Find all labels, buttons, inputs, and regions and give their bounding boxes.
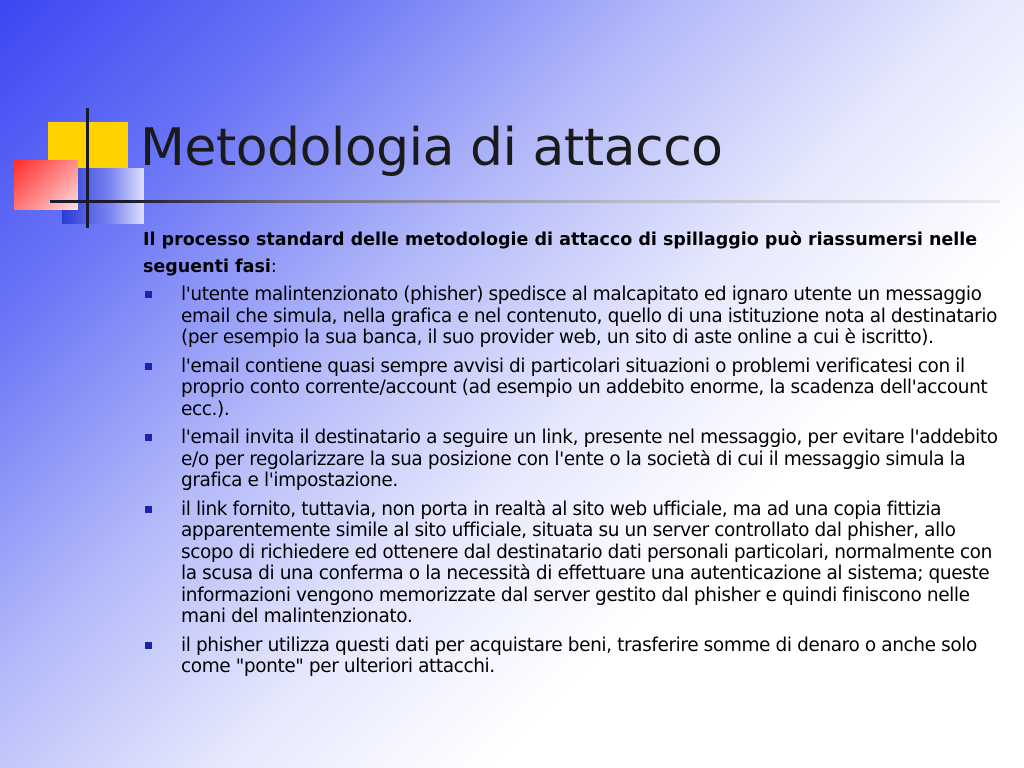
- square-bullet-icon: [145, 642, 152, 649]
- bullet-item: [143, 284, 1003, 349]
- bullet-text: il link fornito, tuttavia, non porta in realtà al sito web ufficiale, ma ad una copia fittizia apparentemente simile al sito ufficiale, situata su un server controllato dal phisher, allo scopo di richiedere ed ottenere dal destinatario dati personali particolari, normalmente con la scusa di una conferma o la necessità di effettuare una autenticazione al sistema; queste informazioni vengono memorizzate dal server gestito dal phisher e quindi finiscono nelle mani del malintenzionato.: [181, 498, 992, 627]
- decorative-logo: [0, 0, 150, 240]
- slide-content: [143, 227, 1003, 685]
- slide-title: Metodologia di attacco: [140, 118, 723, 178]
- intro-paragraph: [143, 227, 1003, 281]
- bullet-item: [143, 499, 1003, 628]
- square-bullet-icon: [145, 291, 152, 298]
- square-bullet-icon: [145, 506, 152, 513]
- vertical-line-decoration: [86, 108, 89, 228]
- bullet-text: l'email invita il destinatario a seguire un link, presente nel messaggio, per evitare l'addebito e/o per regolarizzare la sua posizione con l'ente o la società di cui il messaggio simula la grafica e l'impostazione.: [181, 427, 998, 491]
- title-underline-divider: [50, 200, 1000, 203]
- bullet-item: [143, 635, 1003, 678]
- intro-bold-text: Il processo standard delle metodologie di attacco di spillaggio può riassumersi nelle seguenti fasi: [143, 230, 978, 277]
- square-bullet-icon: [145, 363, 152, 370]
- bullet-list: [143, 284, 1003, 678]
- square-bullet-icon: [145, 434, 152, 441]
- bullet-item: [143, 427, 1003, 492]
- bullet-text: l'email contiene quasi sempre avvisi di particolari situazioni o problemi verificatesi con il proprio conto corrente/account (ad esempio un addebito enorme, la scadenza dell'account ecc.).: [181, 355, 988, 420]
- bullet-text: il phisher utilizza questi dati per acquistare beni, trasferire somme di denaro o anche solo come "ponte" per ulteriori attacchi.: [181, 634, 977, 677]
- bullet-item: [143, 356, 1003, 421]
- bullet-text: l'utente malintenzionato (phisher) spedisce al malcapitato ed ignaro utente un messaggio email che simula, nella grafica e nel contenuto, quello di una istituzione nota al destinatario (per esempio la sua banca, il suo provider web, un sito di aste online a cui è iscritto).: [181, 284, 997, 348]
- intro-suffix: :: [270, 257, 277, 277]
